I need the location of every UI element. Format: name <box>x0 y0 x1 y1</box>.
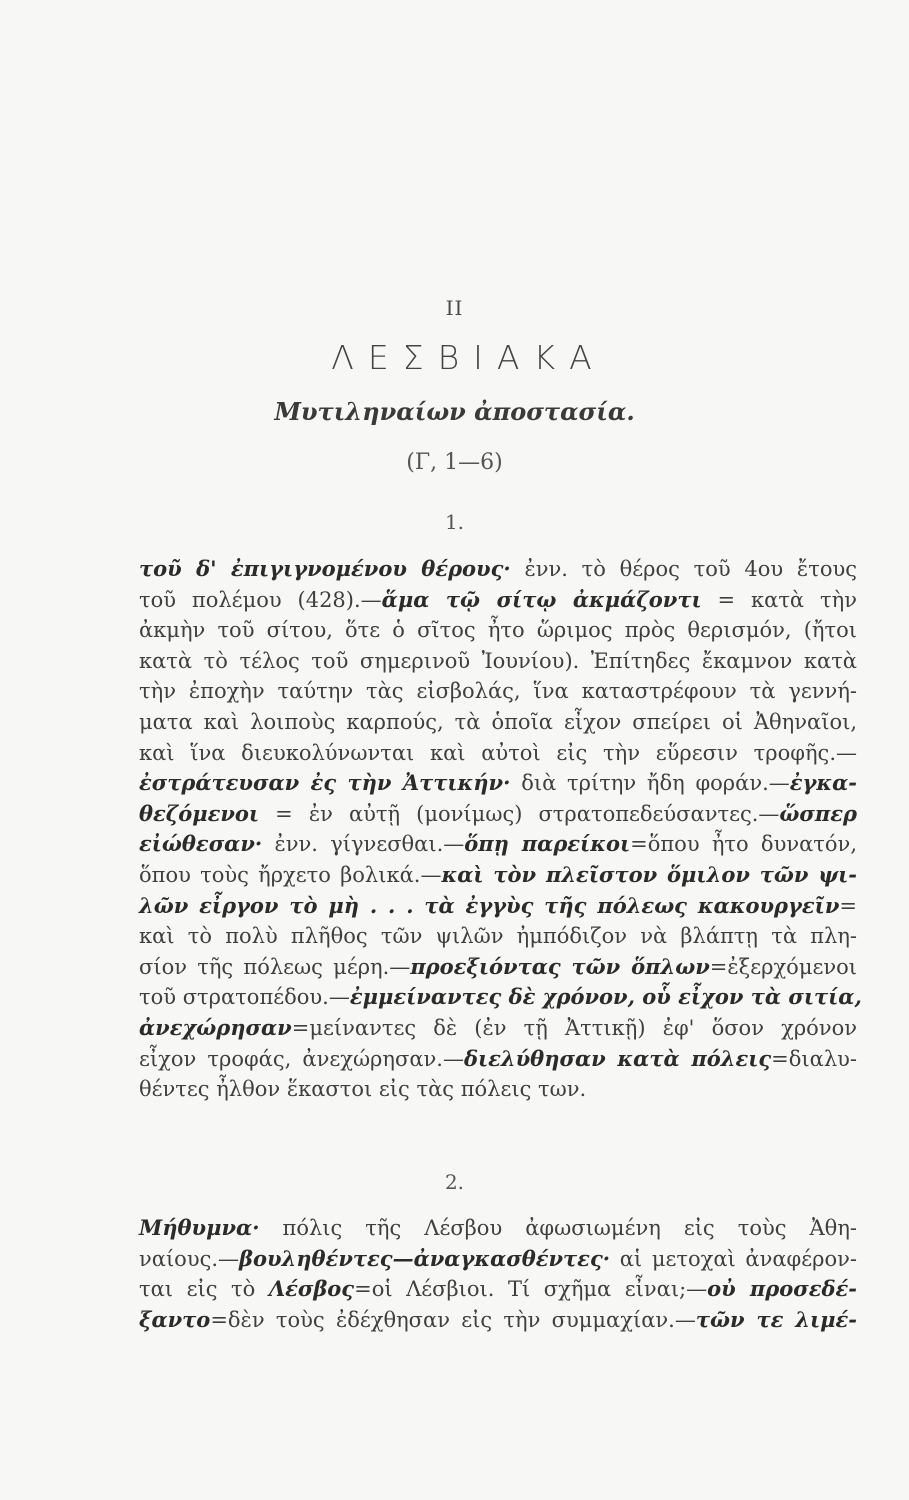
text-line <box>139 646 857 677</box>
lemma-text: βουληθέντες—ἀναγκασθέντες· <box>239 1245 611 1271</box>
text-line <box>139 1244 857 1275</box>
gloss-text: =οἱ Λέσβιοι. Τί σχῆμα εἶναι;— <box>354 1277 708 1302</box>
gloss-text: ματα καὶ λοιποὺς καρπούς, τὰ ὁποῖα εἶχον σπείρει οἱ Ἀθηναῖοι, <box>139 709 857 734</box>
gloss-text: ὅπου τοὺς ἤρχετο βολικά.— <box>139 862 442 887</box>
gloss-text: εἶχον τροφάς, ἀνεχώρησαν.— <box>139 1046 464 1071</box>
chapter-title: ΛΕΣΒΙΑΚΑ <box>331 338 606 377</box>
gloss-text: ται εἰς τὸ <box>139 1277 269 1302</box>
gloss-text: θέντες ἦλθον ἕκαστοι εἰς τὰς πόλεις των. <box>139 1077 587 1102</box>
lemma-text: ἐμμείναντες δὲ χρόνον, οὗ εἶχον τὰ σιτία, <box>349 984 862 1010</box>
gloss-text: καὶ τὸ πολὺ πλῆθος τῶν ψιλῶν ἠμπόδιζον νὰ βλάπτῃ τὰ πλη- <box>139 924 857 949</box>
commentary-paragraph <box>139 1213 857 1335</box>
gloss-text: = <box>839 893 857 918</box>
gloss-text: αἱ μετοχαὶ ἀναφέρον- <box>610 1246 857 1271</box>
lemma-text: τοῦ δ' ἐπιγιγνομένου θέρους· <box>139 556 511 581</box>
lemma-text: καὶ τὸν πλεῖστον ὅμιλον τῶν ψι- <box>441 861 857 887</box>
text-line <box>139 1044 857 1075</box>
gloss-text: κατὰ τὸ τέλος τοῦ σημερινοῦ Ἰουνίου). Ἐπίτηδες ἔκαμνον κατὰ <box>139 648 857 673</box>
text-line <box>139 1213 857 1244</box>
lemma-text: τῶν τε λιμέ- <box>695 1306 857 1332</box>
lemma-text: Μήθυμνα· <box>139 1215 260 1240</box>
text-line <box>139 1274 857 1305</box>
gloss-text: πόλις τῆς Λέσβου ἀφωσιωμένη εἰς τοὺς Ἀθη- <box>259 1216 857 1240</box>
text-line <box>139 615 857 646</box>
section-number: 1. <box>444 510 465 534</box>
gloss-text: = κατὰ τὴν <box>701 587 857 612</box>
text-line <box>139 1074 857 1105</box>
text-line <box>139 707 857 738</box>
text-line <box>139 921 857 952</box>
lemma-text: οὐ προσεδέ- <box>707 1276 857 1302</box>
lemma-text: ἐγκα- <box>789 770 858 796</box>
text-line <box>139 829 857 860</box>
gloss-text: διὰ τρίτην ἤδη φοράν.— <box>510 771 790 796</box>
text-line <box>139 982 862 1013</box>
lemma-text: ἀνεχώρησαν <box>139 1014 292 1040</box>
text-line <box>139 1305 857 1336</box>
gloss-text: τοῦ πολέμου (428).— <box>139 587 382 612</box>
lemma-text: ἐστράτευσαν ἐς τὴν Ἀττικήν· <box>139 770 511 796</box>
lemma-text: ὅπῃ παρείκοι <box>464 831 631 857</box>
text-line <box>139 554 857 585</box>
gloss-text: =διαλυ- <box>771 1046 857 1071</box>
gloss-text: =ἐξερχόμενοι <box>709 954 857 979</box>
lemma-text: λῶν εἶργον τὸ μὴ . . . τὰ ἐγγὺς τῆς πόλεως κακουργεῖν <box>139 892 840 918</box>
lemma-text: ξαντο <box>139 1306 211 1332</box>
section-number: 2. <box>444 1170 465 1194</box>
gloss-text: ἐνν. γίγνεσθαι.— <box>262 832 465 857</box>
lemma-text: ὥσπερ <box>779 800 857 826</box>
gloss-text: ἐνν. τὸ θέρος τοῦ 4ου ἔτους <box>510 557 857 581</box>
gloss-text: =δὲν τοὺς ἐδέχθησαν εἰς τὴν συμμαχίαν.— <box>210 1307 696 1332</box>
lemma-text: προεξιόντας τῶν ὅπλων <box>410 953 710 979</box>
gloss-text: = ἐν αὐτῇ (μονίμως) στρατοπεδεύσαντες.— <box>259 801 780 826</box>
lemma-text: ἅμα τῷ σίτῳ ἀκμάζοντι <box>381 586 702 612</box>
text-line <box>139 768 857 799</box>
gloss-text: ναίους.— <box>139 1246 240 1271</box>
lemma-text: διελύθησαν κατὰ πόλεις <box>463 1045 772 1071</box>
text-line <box>139 1013 857 1044</box>
chapter-reference: (Γ, 1—6) <box>406 450 503 475</box>
chapter-subtitle: Μυτιληναίων ἀποστασία. <box>274 397 635 426</box>
gloss-text: =ὅπου ἦτο δυνατόν, <box>630 832 857 857</box>
gloss-text: =μείναντες δὲ (ἐν τῇ Ἀττικῇ) ἐφ' ὅσον χρόνον <box>291 1015 857 1040</box>
gloss-text: σίον τῆς πόλεως μέρη.— <box>139 954 411 979</box>
gloss-text: ἀκμὴν τοῦ σίτου, ὅτε ὁ σῖτος ἦτο ὥριμος πρὸς θερισμόν, (ἤτοι <box>139 618 857 643</box>
lemma-text: εἰώθεσαν· <box>139 831 263 857</box>
text-line <box>139 860 857 891</box>
gloss-text: καὶ ἵνα διευκολύνωνται καὶ αὐτοὶ εἰς τὴν εὕρεσιν τροφῆς.— <box>139 740 857 765</box>
text-line <box>139 799 857 830</box>
commentary-paragraph <box>139 554 862 1105</box>
gloss-text: τοῦ στρατοπέδου.— <box>139 985 350 1010</box>
text-line <box>139 676 857 707</box>
text-line <box>139 952 857 983</box>
chapter-numeral: II <box>445 296 464 320</box>
lemma-text: Λέσβος <box>268 1276 355 1302</box>
text-line <box>139 891 857 922</box>
gloss-text: τὴν ἐποχὴν ταύτην τὰς εἰσβολάς, ἵνα καταστρέφουν τὰ γεννή- <box>139 679 857 704</box>
lemma-text: θεζόμενοι <box>139 800 260 826</box>
text-line <box>139 585 857 616</box>
text-line <box>139 738 857 769</box>
